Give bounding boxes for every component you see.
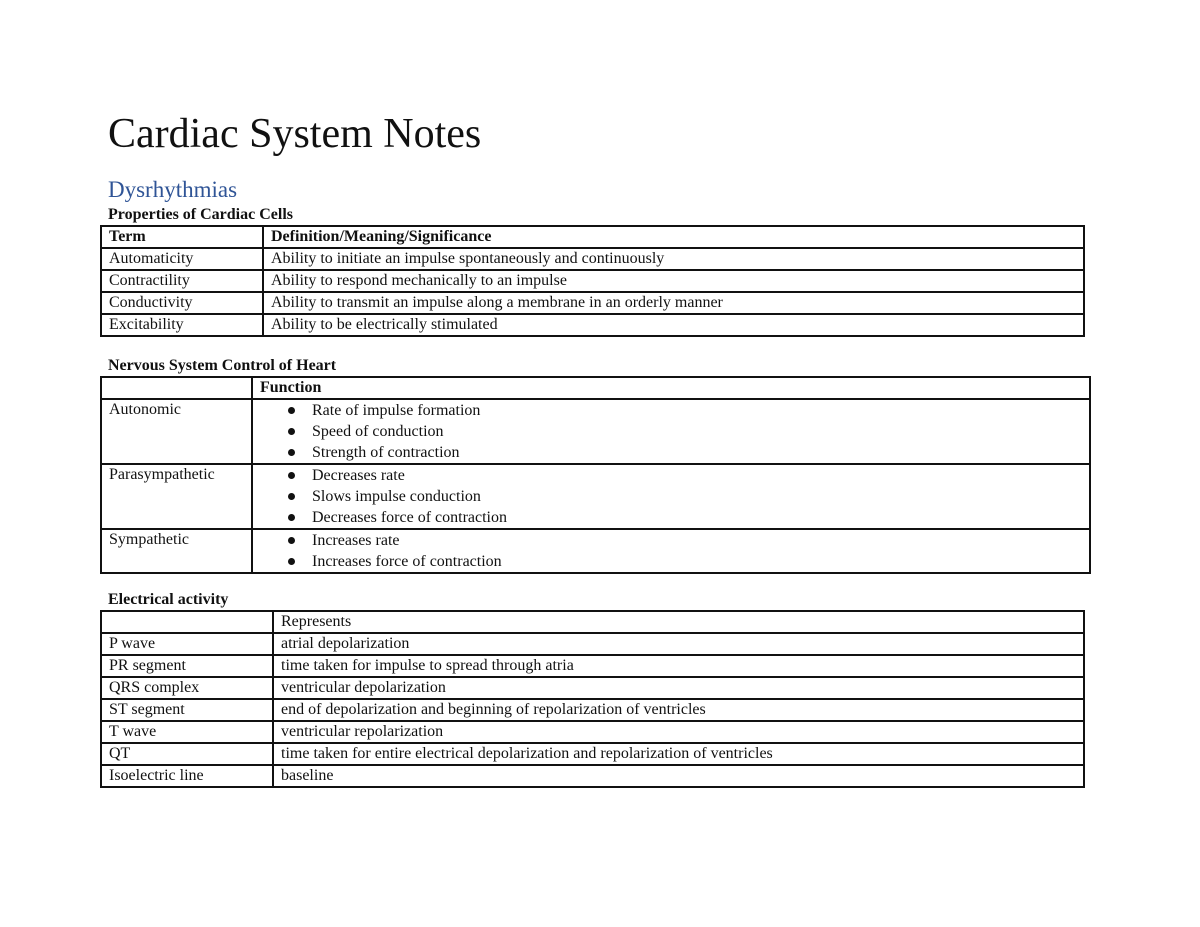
page-title: Cardiac System Notes — [108, 111, 482, 157]
table-row — [101, 270, 1084, 292]
function-list — [260, 530, 1082, 572]
bullet-icon — [288, 407, 295, 414]
table-row — [101, 765, 1084, 787]
nervous-table — [100, 376, 1091, 574]
system-name-cell: Autonomic — [101, 399, 252, 464]
represents-cell: end of depolarization and beginning of repolarization of ventricles — [273, 699, 1084, 721]
represents-cell: ventricular repolarization — [273, 721, 1084, 743]
header-cell-represents: Represents — [273, 611, 1084, 633]
list-item — [288, 551, 1082, 572]
section-heading: Dysrhythmias — [108, 177, 238, 202]
list-item — [288, 486, 1082, 507]
table-header-row — [101, 377, 1090, 399]
list-item-text: Slows impulse conduction — [312, 488, 481, 505]
list-item — [288, 442, 1082, 463]
electrical-caption: Electrical activity — [108, 591, 229, 608]
table-row — [101, 699, 1084, 721]
properties-caption: Properties of Cardiac Cells — [108, 206, 293, 223]
header-cell-empty — [101, 377, 252, 399]
header-cell-empty — [101, 611, 273, 633]
table-row — [101, 633, 1084, 655]
component-cell: PR segment — [101, 655, 273, 677]
component-cell: ST segment — [101, 699, 273, 721]
list-item-text: Decreases force of contraction — [312, 509, 507, 526]
bullet-icon — [288, 449, 295, 456]
table-header-row — [101, 611, 1084, 633]
definition-cell: Ability to transmit an impulse along a membrane in an orderly manner — [263, 292, 1084, 314]
list-item-text: Rate of impulse formation — [312, 402, 481, 419]
list-item — [288, 421, 1082, 442]
function-list — [260, 400, 1082, 463]
bullet-icon — [288, 514, 295, 521]
table-row — [101, 399, 1090, 464]
header-cell-term: Term — [101, 226, 263, 248]
header-cell-function: Function — [252, 377, 1090, 399]
properties-table — [100, 225, 1085, 337]
list-item-text: Increases force of contraction — [312, 553, 502, 570]
bullet-icon — [288, 537, 295, 544]
component-cell: Isoelectric line — [101, 765, 273, 787]
represents-cell: time taken for impulse to spread through atria — [273, 655, 1084, 677]
bullet-icon — [288, 428, 295, 435]
function-cell — [252, 464, 1090, 529]
term-cell: Excitability — [101, 314, 263, 336]
represents-cell: ventricular depolarization — [273, 677, 1084, 699]
table-header-row — [101, 226, 1084, 248]
bullet-icon — [288, 558, 295, 565]
represents-cell: time taken for entire electrical depolarization and repolarization of ventricles — [273, 743, 1084, 765]
header-cell-definition: Definition/Meaning/Significance — [263, 226, 1084, 248]
definition-cell: Ability to initiate an impulse spontaneously and continuously — [263, 248, 1084, 270]
bullet-icon — [288, 472, 295, 479]
bullet-icon — [288, 493, 295, 500]
component-cell: P wave — [101, 633, 273, 655]
component-cell: QT — [101, 743, 273, 765]
table-row — [101, 314, 1084, 336]
list-item-text: Decreases rate — [312, 467, 405, 484]
table-row — [101, 529, 1090, 573]
component-cell: T wave — [101, 721, 273, 743]
list-item — [288, 507, 1082, 528]
definition-cell: Ability to respond mechanically to an impulse — [263, 270, 1084, 292]
system-name-cell: Sympathetic — [101, 529, 252, 573]
table-row — [101, 677, 1084, 699]
definition-cell: Ability to be electrically stimulated — [263, 314, 1084, 336]
list-item — [288, 400, 1082, 421]
list-item — [288, 530, 1082, 551]
electrical-table — [100, 610, 1085, 788]
list-item-text: Speed of conduction — [312, 423, 444, 440]
table-row — [101, 655, 1084, 677]
table-row — [101, 292, 1084, 314]
function-list — [260, 465, 1082, 528]
function-cell — [252, 399, 1090, 464]
function-cell — [252, 529, 1090, 573]
list-item-text: Strength of contraction — [312, 444, 460, 461]
represents-cell: baseline — [273, 765, 1084, 787]
table-row — [101, 248, 1084, 270]
list-item-text: Increases rate — [312, 532, 400, 549]
represents-cell: atrial depolarization — [273, 633, 1084, 655]
component-cell: QRS complex — [101, 677, 273, 699]
term-cell: Automaticity — [101, 248, 263, 270]
nervous-caption: Nervous System Control of Heart — [108, 357, 337, 374]
table-row — [101, 721, 1084, 743]
table-row — [101, 743, 1084, 765]
term-cell: Contractility — [101, 270, 263, 292]
term-cell: Conductivity — [101, 292, 263, 314]
list-item — [288, 465, 1082, 486]
system-name-cell: Parasympathetic — [101, 464, 252, 529]
table-row — [101, 464, 1090, 529]
